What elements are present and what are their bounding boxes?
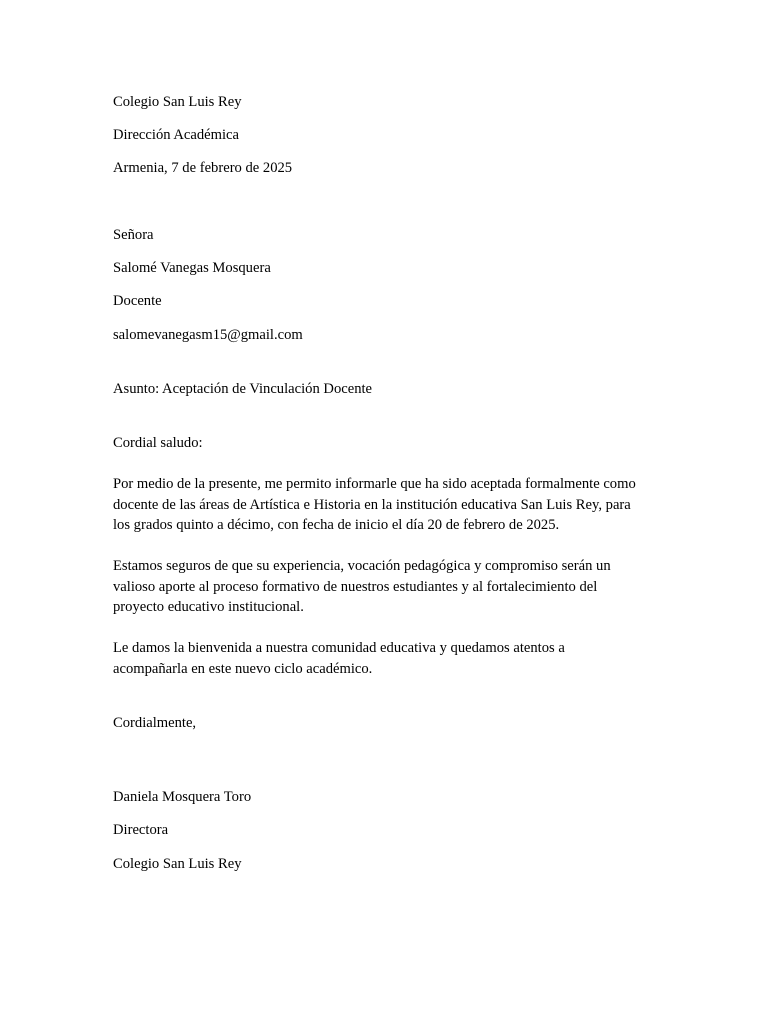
recipient-role: Docente: [113, 293, 162, 309]
signature-institution: Colegio San Luis Rey: [113, 856, 242, 872]
signature-name: Daniela Mosquera Toro: [113, 789, 252, 805]
body-paragraph-2-line: valioso aporte al proceso formativo de nuestros estudiantes y al fortalecimiento del: [113, 578, 598, 595]
signature-title: Directora: [113, 822, 169, 838]
body-paragraph-1-line: los grados quinto a décimo, con fecha de inicio el día 20 de febrero de 2025.: [113, 517, 560, 533]
sender-institution: Colegio San Luis Rey: [113, 94, 242, 110]
recipient-name: Salomé Vanegas Mosquera: [113, 260, 271, 276]
sender-department: Dirección Académica: [113, 127, 240, 143]
body-paragraph-1-line: Por medio de la presente, me permito informarle que ha sido aceptada formalmente como: [113, 476, 636, 492]
body-paragraph-2-line: proyecto educativo institucional.: [113, 599, 304, 615]
body-paragraph-3: [113, 638, 658, 679]
subject-line: Asunto: Aceptación de Vinculación Docente: [113, 381, 373, 397]
body-paragraph-1-line: docente de las áreas de Artística e Historia en la institución educativa San Luis Rey, para: [113, 496, 631, 513]
recipient-email: salomevanegasm15@gmail.com: [113, 327, 303, 343]
body-paragraph-1: [113, 474, 658, 536]
body-paragraph-3-line: Le damos la bienvenida a nuestra comunidad educativa y quedamos atentos a: [113, 640, 565, 656]
body-paragraph-2-line: Estamos seguros de que su experiencia, vocación pedagógica y compromiso serán un: [113, 558, 611, 574]
greeting: Cordial saludo:: [113, 435, 203, 451]
recipient-salutation-title: Señora: [113, 227, 154, 243]
closing: Cordialmente,: [113, 715, 197, 731]
body-paragraph-3-line: acompañarla en este nuevo ciclo académico.: [113, 660, 373, 677]
body-paragraph-2: [113, 556, 658, 618]
place-date: Armenia, 7 de febrero de 2025: [113, 160, 293, 176]
